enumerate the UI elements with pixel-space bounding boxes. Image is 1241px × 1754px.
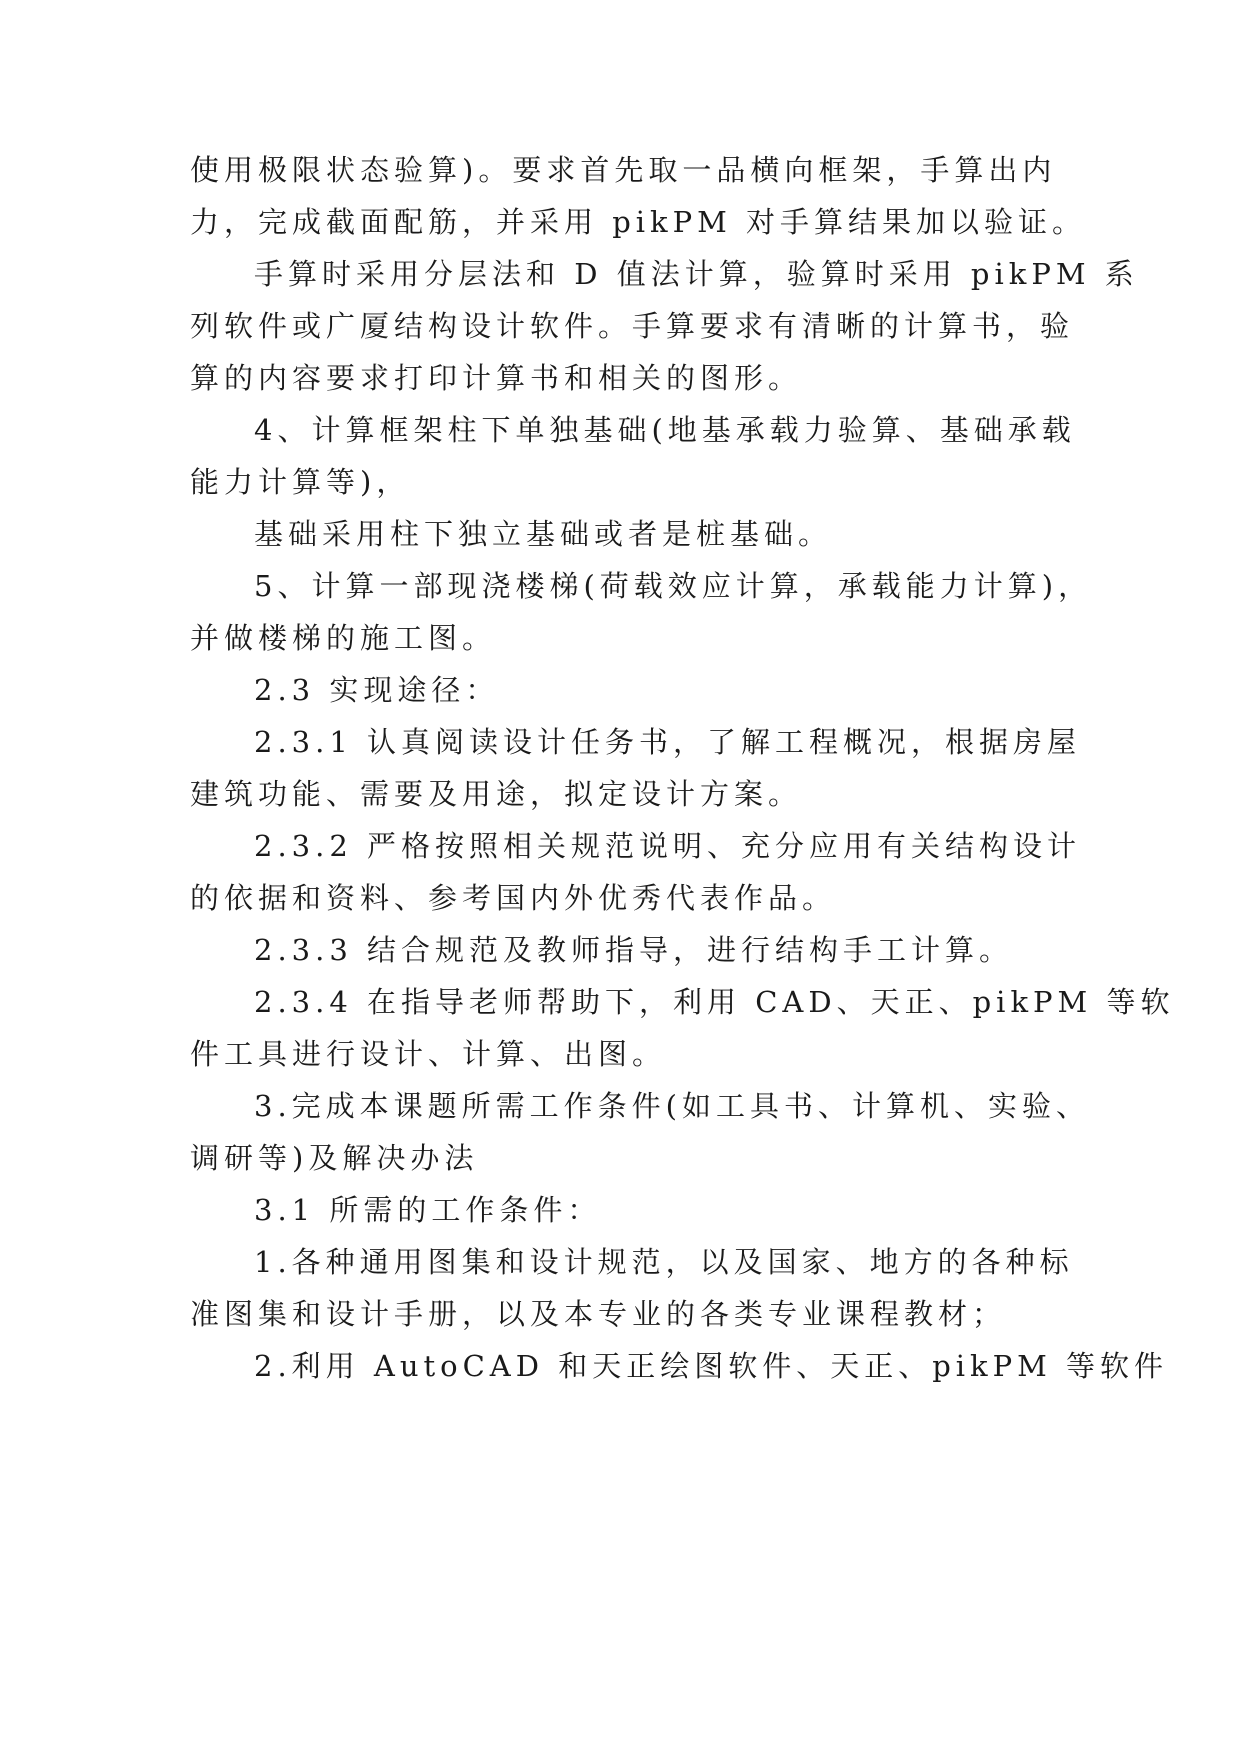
text-line: 4、计算框架柱下单独基础(地基承载力验算、基础承载 — [254, 413, 1076, 447]
text-line: 1.各种通用图集和设计规范，以及国家、地方的各种标 — [254, 1245, 1074, 1279]
text-line: 建筑功能、需要及用途，拟定设计方案。 — [190, 777, 803, 811]
text-line: 算的内容要求打印计算书和相关的图形。 — [190, 361, 803, 395]
text-line: 使用极限状态验算)。要求首先取一品横向框架，手算出内 — [190, 153, 1057, 187]
text-line: 2.利用 AutoCAD 和天正绘图软件、天正、pikPM 等软件 — [254, 1349, 1169, 1383]
text-line: 2.3.3 结合规范及教师指导，进行结构手工计算。 — [254, 933, 1014, 967]
text-line: 列软件或广厦结构设计软件。手算要求有清晰的计算书，验 — [190, 309, 1075, 343]
text-line: 3.1 所需的工作条件： — [254, 1193, 602, 1227]
text-line: 调研等)及解决办法 — [190, 1141, 479, 1175]
text-line: 2.3.1 认真阅读设计任务书，了解工程概况，根据房屋 — [254, 725, 1082, 759]
text-line: 2.3.2 严格按照相关规范说明、充分应用有关结构设计 — [254, 829, 1082, 863]
text-line: 能力计算等)， — [190, 465, 411, 499]
text-line: 2.3.4 在指导老师帮助下，利用 CAD、天正、pikPM 等软 — [254, 985, 1175, 1019]
text-line: 5、计算一部现浇楼梯(荷载效应计算，承载能力计算)， — [254, 569, 1093, 603]
text-line: 手算时采用分层法和 D 值法计算，验算时采用 pikPM 系 — [254, 257, 1139, 291]
text-line: 并做楼梯的施工图。 — [190, 621, 497, 655]
text-line: 2.3 实现途径： — [254, 673, 500, 707]
text-line: 准图集和设计手册，以及本专业的各类专业课程教材； — [190, 1297, 1007, 1331]
text-line: 的依据和资料、参考国内外优秀代表作品。 — [190, 881, 837, 915]
text-line: 基础采用柱下独立基础或者是桩基础。 — [254, 517, 833, 551]
text-line: 3.完成本课题所需工作条件(如工具书、计算机、实验、 — [254, 1089, 1090, 1123]
text-line: 件工具进行设计、计算、出图。 — [190, 1037, 667, 1071]
text-line: 力，完成截面配筋，并采用 pikPM 对手算结果加以验证。 — [190, 205, 1087, 239]
